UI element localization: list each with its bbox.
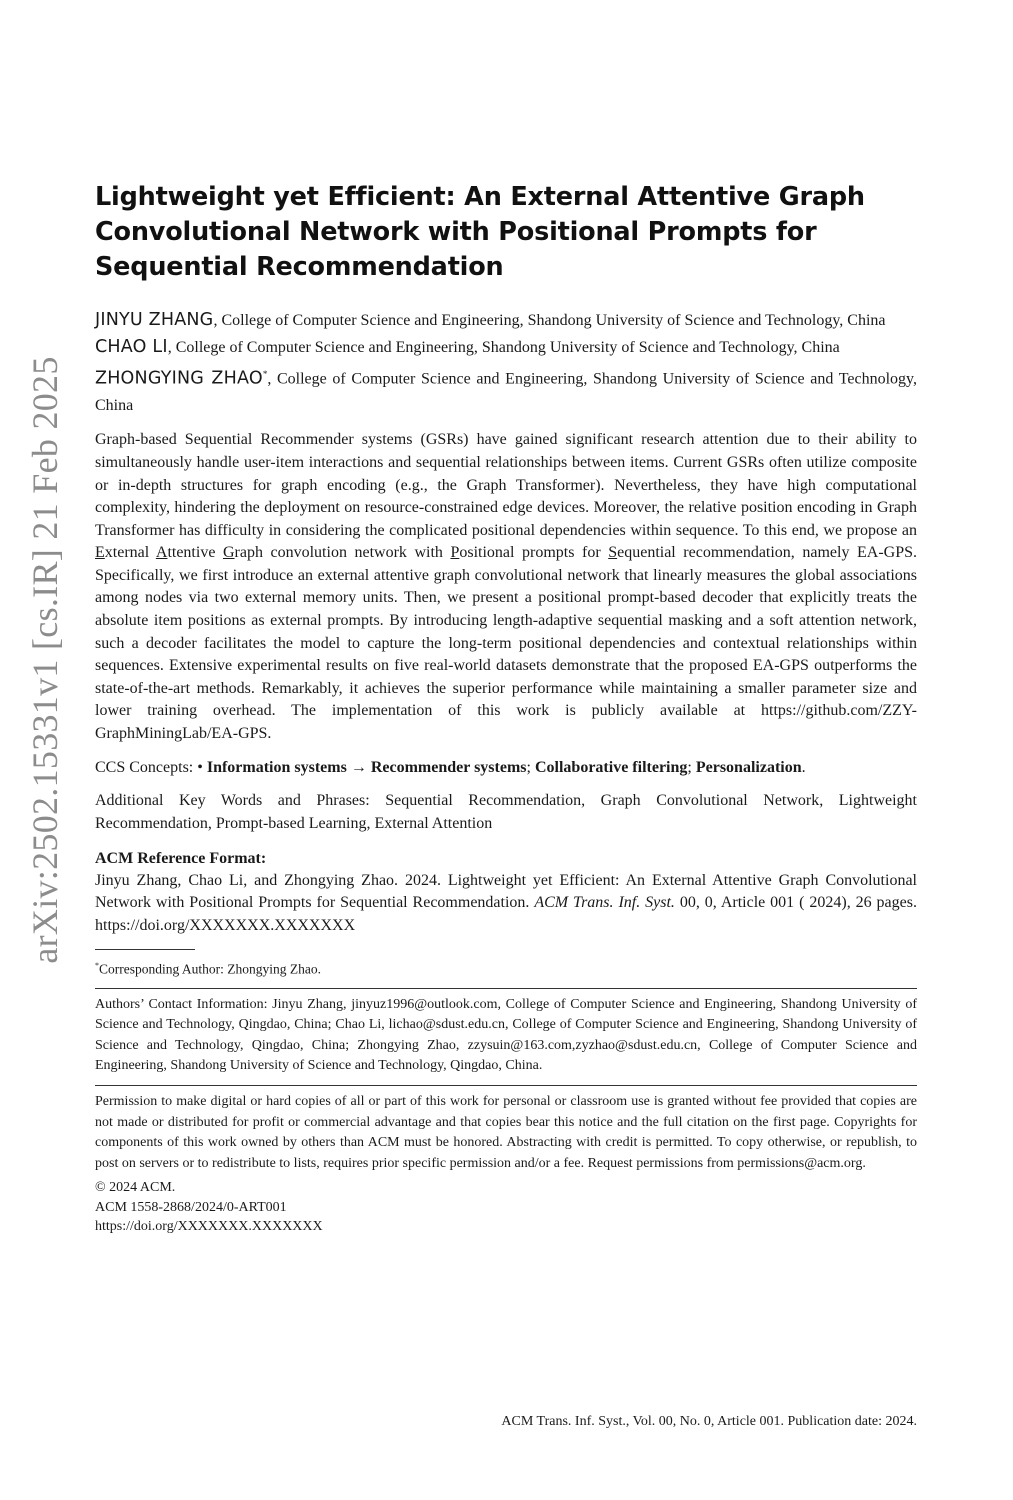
abstract [95,429,917,745]
acronym-letter: E [95,544,105,562]
paper-title: Lightweight yet Efficient: An External Attentive Graph Convolutional Network with Positional Prompts for Sequential Recommendation [95,182,865,282]
footnote-text: Corresponding Author: Zhongying Zhao. [99,961,321,977]
reference-venue: ACM Trans. Inf. Syst. [534,894,675,912]
author-entry [95,334,917,361]
contact-divider [95,988,917,989]
abstract-text: Graph-based Sequential Recommender systems (GSRs) have gained significant research attention due to their ability to simultaneously handle user-item interactions and sequential relationships between items. Current GSRs often utilize composite or in-depth structures for graph encoding (e.g., the Graph Transformer). Nevertheless, they have high computational complexity, hindering the deployment on resource-constrained edge devices. Moreover, the relative position encoding in Graph Transformer has difficulty in considering the complicated positional dependencies within sequence. To this end, we propose an [95,431,917,539]
reference-text: Jinyu Zhang, Chao Li, and Zhongying Zhao. 2024. Lightweight yet Efficient: An External Attentive Graph Convolutional Network with Positional Prompts for Sequential Recommendation. [95,871,917,912]
author-name: ZHONGYING ZHAO [95,368,263,389]
author-affiliation: , College of Computer Science and Engineering, Shandong University of Science and Technology, China [167,339,840,356]
abstract-text: raph convolution network with [234,544,451,562]
publication-info [95,1178,917,1237]
ccs-concept: Recommender systems [370,758,527,776]
ccs-separator: ; [526,758,535,776]
ccs-concepts [95,756,917,779]
reference-format [95,870,917,938]
reference-format-heading: ACM Reference Format: [95,849,267,867]
contact-information: Authors’ Contact Information: Jinyu Zhang, jinyuz1996@outlook.com, College of Computer Science and Engineering, Shandong University of Science and Technology, Qingdao, China; Chao Li, lichao@sdust.edu.cn, College of Computer Science and Engineering, Shandong University of Science and Technology, Qingdao, China; Zhongying Zhao, zzysuin@163.com,zyzhao@sdust.edu.cn, College of Computer Science and Engineering, Shandong University of Science and Technology, Qingdao, China. [95,996,917,1074]
reference-text: 00, 0, Article 001 ( 2024), 26 pages. https://doi.org/XXXXXXX.XXXXXXX [95,894,917,934]
permission-divider [95,1085,917,1086]
issn: ACM 1558-2868/2024/0-ART001 [95,1199,287,1215]
abstract-text: equential recommendation, namely EA-GPS. Specifically, we first introduce an external attentive graph convolutional network that linearly measures the global associations among nodes via two external memory units. Then, we present a positional prompt-based decoder that explicitly treats the absolute item positions as external prompts. By introducing length-adaptive sequential masking and a soft attention network, such a decoder facilitates the model to capture the long-term positional dependencies and contextual relationships within sequences. Extensive experimental results on five real-world datasets demonstrate that the proposed EA-GPS outperforms the state-of-the-art methods. Remarkably, it achieves the superior performance while maintaining a smaller parameter size and lower training overhead. The implementation of this work is publicly available at https://github.com/ZZY-GraphMiningLab/EA-GPS. [95,544,917,743]
permission-notice: Permission to make digital or hard copies of all or part of this work for personal or classroom use is granted without fee provided that copies are not made or distributed for profit or commercial advantage and that copies bear this notice and the full citation on the first page. Copyrights for components of this work owned by others than ACM must be honored. Abstracting with credit is permitted. To copy otherwise, or republish, to post on servers or to redistribute to lists, requires prior specific permission and/or a fee. Request permissions from permissions@acm.org. [95,1094,917,1171]
page-content [95,180,917,1237]
author-entry [95,361,917,419]
ccs-end: . [801,758,806,776]
corresponding-mark: * [262,369,268,379]
ccs-label: CCS Concepts: [95,758,198,776]
author-list [95,307,917,419]
footnote-mark: * [95,961,99,971]
ccs-concept: Personalization [695,758,802,776]
ccs-separator: ; [687,758,696,776]
running-footer: ACM Trans. Inf. Syst., Vol. 00, No. 0, Article 001. Publication date: 2024. [501,1414,917,1429]
copyright: © 2024 ACM. [95,1180,176,1196]
ccs-concept: Information systems [206,758,347,776]
acronym-letter: A [155,544,168,562]
keywords: Additional Key Words and Phrases: Sequential Recommendation, Graph Convolutional Network, Lightweight Recommendation, Prompt-based Learning, External Attention [95,791,917,832]
abstract-text: ttentive [167,544,223,562]
acronym-letter: P [450,544,460,562]
doi-link[interactable]: https://doi.org/XXXXXXX.XXXXXXX [95,1219,323,1235]
author-entry [95,307,917,334]
author-affiliation: , College of Computer Science and Engineering, Shandong University of Science and Technology, China [95,370,917,415]
author-name: CHAO LI [95,337,168,357]
abstract-text: ositional prompts for [459,544,609,562]
abstract-text: xternal [104,544,156,562]
ccs-arrow: → [346,758,371,776]
footnote-divider [95,949,195,950]
ccs-concept: Collaborative filtering [534,758,688,776]
author-affiliation: , College of Computer Science and Engineering, Shandong University of Science and Technology, China [213,312,886,329]
acronym-letter: G [222,544,235,562]
arxiv-identifier: arXiv:2502.15331v1 [cs.IR] 21 Feb 2025 [25,356,65,964]
author-name: JINYU ZHANG [95,310,214,330]
footnote [95,956,917,980]
ccs-bullet: • [197,758,207,776]
acronym-letter: S [608,544,618,562]
